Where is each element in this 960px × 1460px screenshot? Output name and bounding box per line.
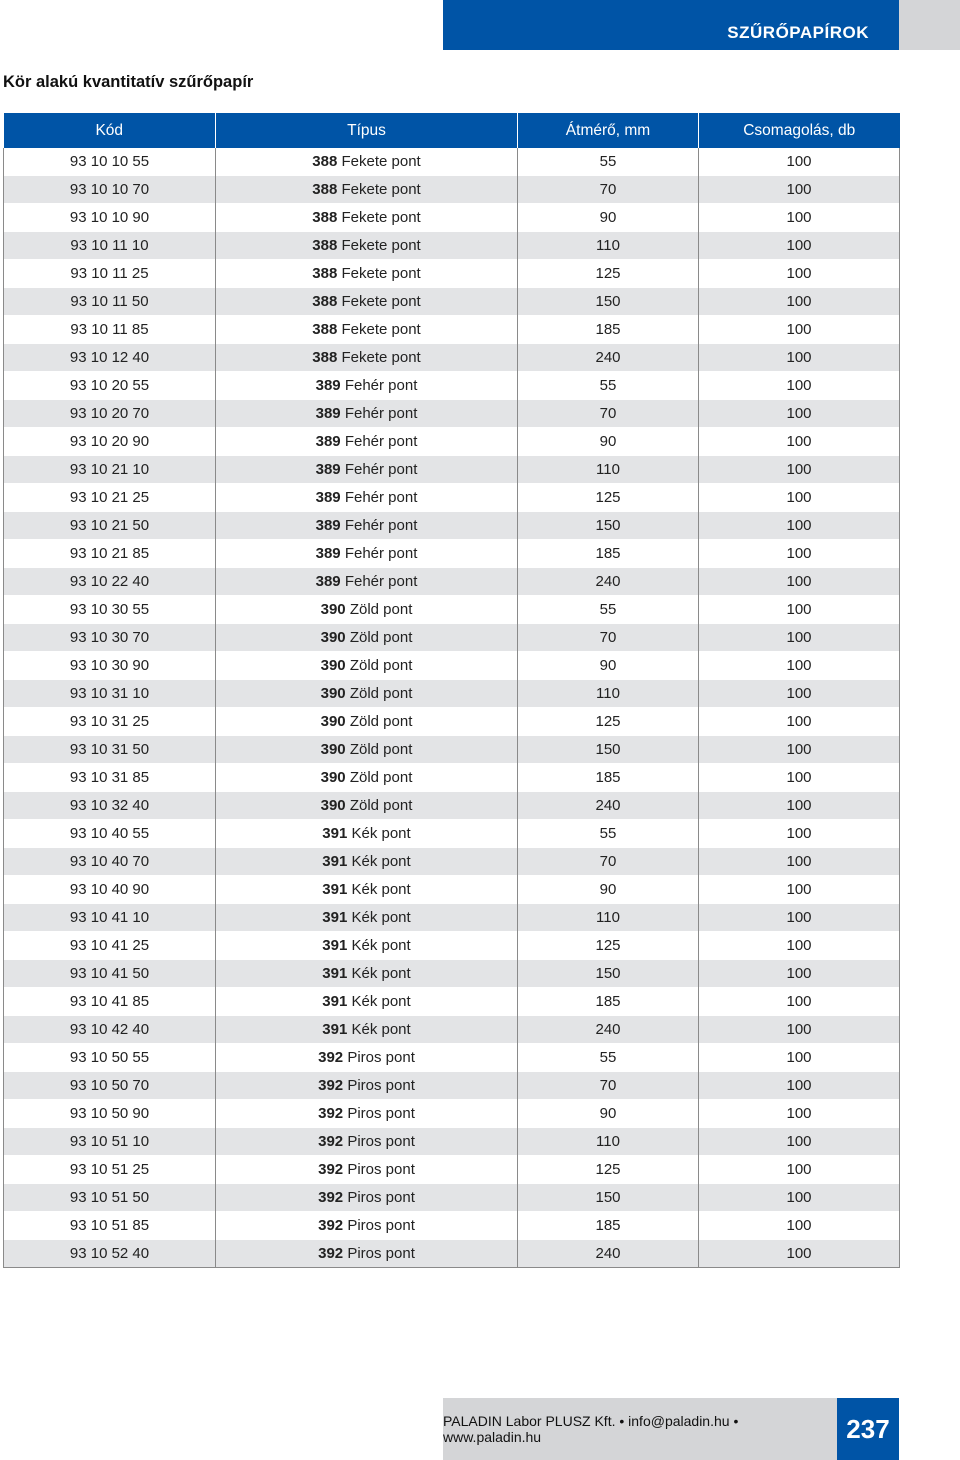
- type-name: Fehér pont: [344, 376, 418, 394]
- table-body: [4, 148, 900, 1268]
- type-name: Fekete pont: [341, 236, 421, 254]
- table-row: [4, 1212, 900, 1240]
- cell-diameter: 55: [518, 148, 699, 176]
- type-number: 392: [318, 1160, 344, 1178]
- cell-pack: 100: [699, 232, 900, 260]
- cell-diameter: 90: [518, 428, 699, 456]
- cell-diameter: 240: [518, 344, 699, 372]
- cell-diameter: 70: [518, 400, 699, 428]
- cell-type: [216, 1016, 518, 1044]
- table-row: [4, 540, 900, 568]
- cell-diameter: 70: [518, 176, 699, 204]
- cell-pack: 100: [699, 344, 900, 372]
- type-name: Fekete pont: [341, 292, 421, 310]
- cell-type: [216, 820, 518, 848]
- table-row: [4, 596, 900, 624]
- cell-pack: 100: [699, 1072, 900, 1100]
- type-number: 388: [312, 292, 338, 310]
- table-row: [4, 1016, 900, 1044]
- cell-diameter: 185: [518, 316, 699, 344]
- type-name: Kék pont: [351, 1020, 411, 1038]
- cell-diameter: 150: [518, 288, 699, 316]
- type-number: 392: [318, 1132, 344, 1150]
- cell-diameter: 110: [518, 232, 699, 260]
- cell-type: [216, 204, 518, 232]
- cell-diameter: 150: [518, 1184, 699, 1212]
- header-diameter: Átmérő, mm: [518, 113, 699, 148]
- cell-type: [216, 988, 518, 1016]
- cell-type: [216, 456, 518, 484]
- cell-pack: 100: [699, 792, 900, 820]
- section-tab: [443, 0, 899, 50]
- type-number: 390: [320, 768, 346, 786]
- cell-pack: 100: [699, 428, 900, 456]
- cell-type: [216, 232, 518, 260]
- table-row: [4, 736, 900, 764]
- type-name: Fekete pont: [341, 264, 421, 282]
- cell-code: 93 10 40 90: [4, 876, 216, 904]
- cell-code: 93 10 51 85: [4, 1212, 216, 1240]
- cell-code: 93 10 31 10: [4, 680, 216, 708]
- type-number: 389: [315, 460, 341, 478]
- cell-code: 93 10 20 90: [4, 428, 216, 456]
- cell-type: [216, 176, 518, 204]
- type-number: 390: [320, 684, 346, 702]
- cell-pack: 100: [699, 1212, 900, 1240]
- cell-diameter: 185: [518, 540, 699, 568]
- footer-spacer: [899, 1398, 960, 1460]
- type-number: 391: [322, 936, 348, 954]
- cell-code: 93 10 51 25: [4, 1156, 216, 1184]
- cell-pack: 100: [699, 512, 900, 540]
- type-number: 389: [315, 572, 341, 590]
- table-row: [4, 428, 900, 456]
- table-row: [4, 1128, 900, 1156]
- cell-code: 93 10 30 90: [4, 652, 216, 680]
- type-name: Fehér pont: [344, 404, 418, 422]
- cell-diameter: 110: [518, 456, 699, 484]
- cell-type: [216, 1212, 518, 1240]
- cell-pack: 100: [699, 484, 900, 512]
- section-tab-accent: [899, 0, 960, 50]
- footer-company-line: PALADIN Labor PLUSZ Kft. • info@paladin.hu • www.paladin.hu: [443, 1413, 739, 1445]
- cell-code: 93 10 31 25: [4, 708, 216, 736]
- cell-type: [216, 680, 518, 708]
- table-row: [4, 1156, 900, 1184]
- cell-pack: 100: [699, 400, 900, 428]
- table-row: [4, 820, 900, 848]
- cell-code: 93 10 40 70: [4, 848, 216, 876]
- type-name: Zöld pont: [349, 796, 413, 814]
- table-row: [4, 1072, 900, 1100]
- cell-pack: 100: [699, 932, 900, 960]
- type-number: 390: [320, 656, 346, 674]
- table-row: [4, 932, 900, 960]
- page-title: Kör alakú kvantitatív szűrőpapír: [3, 73, 254, 91]
- type-name: Zöld pont: [349, 600, 413, 618]
- table-row: [4, 176, 900, 204]
- cell-type: [216, 1044, 518, 1072]
- table-row: [4, 400, 900, 428]
- page-number: 237: [837, 1398, 899, 1460]
- type-name: Fehér pont: [344, 544, 418, 562]
- cell-type: [216, 288, 518, 316]
- type-name: Fekete pont: [341, 152, 421, 170]
- table-row: [4, 316, 900, 344]
- cell-code: 93 10 52 40: [4, 1240, 216, 1268]
- cell-pack: 100: [699, 148, 900, 176]
- table-row: [4, 204, 900, 232]
- cell-pack: 100: [699, 288, 900, 316]
- type-name: Fekete pont: [341, 320, 421, 338]
- cell-pack: 100: [699, 876, 900, 904]
- cell-code: 93 10 21 50: [4, 512, 216, 540]
- type-name: Fekete pont: [341, 180, 421, 198]
- type-name: Zöld pont: [349, 656, 413, 674]
- cell-pack: 100: [699, 1044, 900, 1072]
- type-number: 392: [318, 1216, 344, 1234]
- table-row: [4, 764, 900, 792]
- cell-code: 93 10 10 90: [4, 204, 216, 232]
- cell-diameter: 70: [518, 1072, 699, 1100]
- type-number: 391: [322, 908, 348, 926]
- cell-diameter: 150: [518, 736, 699, 764]
- cell-diameter: 55: [518, 372, 699, 400]
- type-number: 388: [312, 152, 338, 170]
- type-number: 388: [312, 180, 338, 198]
- cell-code: 93 10 30 70: [4, 624, 216, 652]
- cell-diameter: 70: [518, 848, 699, 876]
- cell-pack: 100: [699, 820, 900, 848]
- cell-code: 93 10 50 55: [4, 1044, 216, 1072]
- type-number: 390: [320, 740, 346, 758]
- cell-code: 93 10 21 25: [4, 484, 216, 512]
- table-row: [4, 372, 900, 400]
- cell-pack: 100: [699, 372, 900, 400]
- cell-type: [216, 1100, 518, 1128]
- cell-pack: 100: [699, 960, 900, 988]
- type-number: 392: [318, 1188, 344, 1206]
- type-number: 391: [322, 992, 348, 1010]
- type-name: Fehér pont: [344, 516, 418, 534]
- cell-type: [216, 428, 518, 456]
- cell-diameter: 125: [518, 932, 699, 960]
- cell-diameter: 110: [518, 904, 699, 932]
- type-number: 389: [315, 516, 341, 534]
- cell-type: [216, 652, 518, 680]
- cell-diameter: 110: [518, 680, 699, 708]
- cell-diameter: 185: [518, 988, 699, 1016]
- cell-code: 93 10 32 40: [4, 792, 216, 820]
- table-row: [4, 652, 900, 680]
- cell-diameter: 70: [518, 624, 699, 652]
- cell-type: [216, 1184, 518, 1212]
- type-name: Piros pont: [347, 1244, 415, 1262]
- type-name: Piros pont: [347, 1048, 415, 1066]
- cell-type: [216, 904, 518, 932]
- cell-type: [216, 344, 518, 372]
- cell-diameter: 125: [518, 1156, 699, 1184]
- cell-type: [216, 484, 518, 512]
- cell-diameter: 240: [518, 1016, 699, 1044]
- table-row: [4, 232, 900, 260]
- cell-type: [216, 932, 518, 960]
- cell-type: [216, 148, 518, 176]
- product-table: [3, 113, 900, 1268]
- table-row: [4, 708, 900, 736]
- type-number: 388: [312, 348, 338, 366]
- cell-pack: 100: [699, 260, 900, 288]
- type-number: 390: [320, 628, 346, 646]
- cell-diameter: 185: [518, 1212, 699, 1240]
- table-row: [4, 484, 900, 512]
- header-pack: Csomagolás, db: [699, 113, 900, 148]
- type-name: Kék pont: [351, 852, 411, 870]
- type-name: Zöld pont: [349, 712, 413, 730]
- cell-pack: 100: [699, 904, 900, 932]
- cell-pack: 100: [699, 568, 900, 596]
- cell-code: 93 10 10 55: [4, 148, 216, 176]
- table-row: [4, 904, 900, 932]
- type-name: Kék pont: [351, 992, 411, 1010]
- cell-type: [216, 512, 518, 540]
- type-name: Zöld pont: [349, 740, 413, 758]
- cell-pack: 100: [699, 1184, 900, 1212]
- table-row: [4, 624, 900, 652]
- cell-diameter: 185: [518, 764, 699, 792]
- type-number: 391: [322, 964, 348, 982]
- cell-pack: 100: [699, 596, 900, 624]
- cell-pack: 100: [699, 652, 900, 680]
- cell-code: 93 10 41 10: [4, 904, 216, 932]
- table-row: [4, 960, 900, 988]
- cell-pack: 100: [699, 176, 900, 204]
- cell-code: 93 10 11 85: [4, 316, 216, 344]
- type-number: 389: [315, 488, 341, 506]
- cell-type: [216, 540, 518, 568]
- type-number: 388: [312, 208, 338, 226]
- type-name: Piros pont: [347, 1160, 415, 1178]
- cell-pack: 100: [699, 848, 900, 876]
- cell-pack: 100: [699, 1016, 900, 1044]
- cell-diameter: 90: [518, 1100, 699, 1128]
- cell-diameter: 240: [518, 568, 699, 596]
- type-name: Piros pont: [347, 1132, 415, 1150]
- cell-code: 93 10 20 55: [4, 372, 216, 400]
- cell-code: 93 10 20 70: [4, 400, 216, 428]
- table-row: [4, 848, 900, 876]
- cell-diameter: 90: [518, 652, 699, 680]
- cell-code: 93 10 11 10: [4, 232, 216, 260]
- table-row: [4, 1100, 900, 1128]
- type-name: Piros pont: [347, 1216, 415, 1234]
- cell-code: 93 10 21 10: [4, 456, 216, 484]
- cell-type: [216, 1072, 518, 1100]
- type-number: 389: [315, 544, 341, 562]
- table-row: [4, 344, 900, 372]
- cell-pack: 100: [699, 1240, 900, 1268]
- cell-diameter: 240: [518, 792, 699, 820]
- type-name: Piros pont: [347, 1188, 415, 1206]
- table-row: [4, 288, 900, 316]
- type-number: 390: [320, 712, 346, 730]
- table-row: [4, 1240, 900, 1268]
- cell-type: [216, 736, 518, 764]
- table-row: [4, 148, 900, 176]
- type-name: Piros pont: [347, 1076, 415, 1094]
- type-number: 392: [318, 1244, 344, 1262]
- cell-code: 93 10 51 50: [4, 1184, 216, 1212]
- cell-diameter: 110: [518, 1128, 699, 1156]
- cell-type: [216, 596, 518, 624]
- type-number: 389: [315, 376, 341, 394]
- cell-code: 93 10 11 50: [4, 288, 216, 316]
- cell-diameter: 55: [518, 596, 699, 624]
- cell-code: 93 10 30 55: [4, 596, 216, 624]
- cell-code: 93 10 50 70: [4, 1072, 216, 1100]
- type-number: 389: [315, 404, 341, 422]
- section-label: SZŰRŐPAPÍROK: [727, 23, 869, 42]
- cell-code: 93 10 31 85: [4, 764, 216, 792]
- cell-diameter: 125: [518, 484, 699, 512]
- header-type: Típus: [216, 113, 518, 148]
- type-name: Zöld pont: [349, 628, 413, 646]
- cell-type: [216, 372, 518, 400]
- type-number: 388: [312, 320, 338, 338]
- cell-pack: 100: [699, 1156, 900, 1184]
- type-number: 392: [318, 1104, 344, 1122]
- table-row: [4, 512, 900, 540]
- footer-bar: [443, 1398, 837, 1460]
- type-name: Zöld pont: [349, 684, 413, 702]
- cell-diameter: 125: [518, 260, 699, 288]
- cell-type: [216, 848, 518, 876]
- table-row: [4, 260, 900, 288]
- type-number: 391: [322, 1020, 348, 1038]
- type-name: Fekete pont: [341, 208, 421, 226]
- cell-type: [216, 316, 518, 344]
- table-row: [4, 876, 900, 904]
- cell-code: 93 10 11 25: [4, 260, 216, 288]
- type-name: Piros pont: [347, 1104, 415, 1122]
- cell-code: 93 10 12 40: [4, 344, 216, 372]
- cell-type: [216, 568, 518, 596]
- cell-diameter: 150: [518, 960, 699, 988]
- type-number: 391: [322, 880, 348, 898]
- cell-code: 93 10 22 40: [4, 568, 216, 596]
- cell-pack: 100: [699, 540, 900, 568]
- type-name: Fekete pont: [341, 348, 421, 366]
- type-name: Fehér pont: [344, 460, 418, 478]
- table-row: [4, 456, 900, 484]
- type-number: 391: [322, 852, 348, 870]
- cell-type: [216, 1128, 518, 1156]
- cell-pack: 100: [699, 680, 900, 708]
- cell-code: 93 10 50 90: [4, 1100, 216, 1128]
- cell-pack: 100: [699, 1100, 900, 1128]
- cell-diameter: 55: [518, 820, 699, 848]
- type-name: Kék pont: [351, 964, 411, 982]
- type-name: Kék pont: [351, 908, 411, 926]
- table-row: [4, 1184, 900, 1212]
- type-number: 388: [312, 264, 338, 282]
- type-name: Kék pont: [351, 824, 411, 842]
- cell-type: [216, 764, 518, 792]
- table-header-row: [4, 113, 900, 148]
- type-name: Fehér pont: [344, 572, 418, 590]
- cell-code: 93 10 42 40: [4, 1016, 216, 1044]
- type-number: 392: [318, 1076, 344, 1094]
- type-name: Kék pont: [351, 936, 411, 954]
- type-number: 390: [320, 796, 346, 814]
- type-number: 388: [312, 236, 338, 254]
- cell-code: 93 10 41 25: [4, 932, 216, 960]
- type-name: Kék pont: [351, 880, 411, 898]
- cell-diameter: 90: [518, 876, 699, 904]
- table-row: [4, 680, 900, 708]
- type-name: Fehér pont: [344, 432, 418, 450]
- cell-pack: 100: [699, 624, 900, 652]
- cell-pack: 100: [699, 204, 900, 232]
- table-row: [4, 792, 900, 820]
- table-row: [4, 568, 900, 596]
- cell-type: [216, 400, 518, 428]
- header-code: Kód: [4, 113, 216, 148]
- cell-code: 93 10 31 50: [4, 736, 216, 764]
- cell-type: [216, 1156, 518, 1184]
- cell-diameter: 125: [518, 708, 699, 736]
- cell-type: [216, 792, 518, 820]
- cell-code: 93 10 41 85: [4, 988, 216, 1016]
- cell-code: 93 10 40 55: [4, 820, 216, 848]
- cell-code: 93 10 41 50: [4, 960, 216, 988]
- cell-type: [216, 260, 518, 288]
- cell-diameter: 90: [518, 204, 699, 232]
- cell-type: [216, 960, 518, 988]
- cell-diameter: 150: [518, 512, 699, 540]
- cell-type: [216, 624, 518, 652]
- type-number: 389: [315, 432, 341, 450]
- cell-pack: 100: [699, 316, 900, 344]
- cell-diameter: 55: [518, 1044, 699, 1072]
- table-row: [4, 1044, 900, 1072]
- type-number: 392: [318, 1048, 344, 1066]
- type-name: Fehér pont: [344, 488, 418, 506]
- cell-type: [216, 876, 518, 904]
- cell-pack: 100: [699, 736, 900, 764]
- type-name: Zöld pont: [349, 768, 413, 786]
- cell-pack: 100: [699, 708, 900, 736]
- cell-code: 93 10 21 85: [4, 540, 216, 568]
- cell-pack: 100: [699, 764, 900, 792]
- cell-code: 93 10 51 10: [4, 1128, 216, 1156]
- cell-type: [216, 1240, 518, 1268]
- cell-pack: 100: [699, 1128, 900, 1156]
- cell-code: 93 10 10 70: [4, 176, 216, 204]
- table-row: [4, 988, 900, 1016]
- type-number: 390: [320, 600, 346, 618]
- type-number: 391: [322, 824, 348, 842]
- cell-pack: 100: [699, 456, 900, 484]
- cell-type: [216, 708, 518, 736]
- cell-diameter: 240: [518, 1240, 699, 1268]
- cell-pack: 100: [699, 988, 900, 1016]
